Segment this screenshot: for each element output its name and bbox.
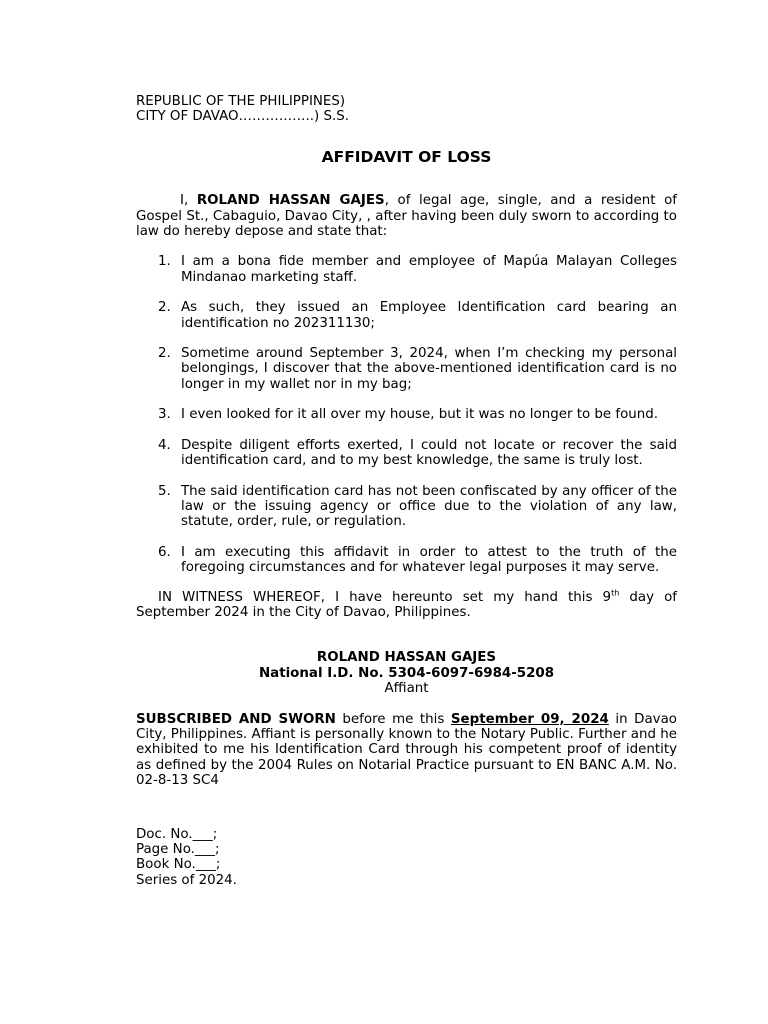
jurat-paragraph bbox=[136, 712, 677, 789]
intro-text: , of legal age, single, and a resident of Gospel St., Cabaguio, Davao City, , after having been duly sworn to according to law do hereby depose and state that: bbox=[136, 193, 677, 240]
statement-number: 4. bbox=[158, 437, 171, 453]
venue-header bbox=[136, 94, 677, 125]
statement-text: I am executing this affidavit in order to attest to the truth of the foregoing circumstances and for whatever legal purposes it may serve. bbox=[181, 544, 677, 576]
page-number: Page No.___; bbox=[136, 842, 220, 857]
statement-item bbox=[136, 545, 677, 576]
statement-item bbox=[136, 438, 677, 469]
venue-republic: REPUBLIC OF THE PHILIPPINES) bbox=[136, 94, 346, 109]
witness-ordinal-suffix: th bbox=[611, 588, 620, 598]
book-number: Book No.___; bbox=[136, 857, 221, 873]
affiant-name-intro: ROLAND HASSAN GAJES bbox=[196, 193, 385, 209]
affiant-national-id: National I.D. No. 5304-6097-6984-5208 bbox=[258, 665, 555, 681]
intro-paragraph bbox=[136, 193, 677, 239]
statement-number: 5. bbox=[158, 483, 171, 499]
intro-prefix: I, bbox=[180, 193, 197, 209]
statement-number: 1. bbox=[158, 254, 171, 270]
statement-number: 6. bbox=[158, 544, 171, 560]
witness-paragraph bbox=[136, 590, 677, 621]
document-title: AFFIDAVIT OF LOSS bbox=[321, 147, 492, 166]
statement-item bbox=[136, 484, 677, 530]
statement-item bbox=[136, 407, 677, 422]
series-year: Series of 2024. bbox=[136, 872, 237, 888]
statement-item bbox=[136, 300, 677, 331]
statement-list bbox=[136, 254, 677, 575]
statement-number: 2. bbox=[158, 346, 171, 362]
statement-number: 2. bbox=[158, 300, 171, 316]
venue-city: CITY OF DAVAO……………..) S.S. bbox=[136, 109, 350, 125]
affidavit-page bbox=[136, 94, 677, 888]
notarial-register-block bbox=[136, 827, 677, 889]
affiant-signature-block bbox=[136, 650, 677, 696]
jurat-date: September 09, 2024 bbox=[450, 711, 609, 727]
statement-text: The said identification card has not been confiscated by any officer of the law or the issuing agency or office due to the violation of any law, statute, order, rule, or regulation. bbox=[181, 483, 677, 530]
affiant-label: Affiant bbox=[384, 681, 429, 697]
jurat-lead: SUBSCRIBED AND SWORN bbox=[136, 711, 336, 727]
doc-number: Doc. No.___; bbox=[136, 826, 218, 842]
statement-text: I even looked for it all over my house, but it was no longer to be found. bbox=[181, 407, 659, 423]
jurat-text-1: before me this bbox=[335, 711, 451, 727]
statement-item bbox=[136, 254, 677, 285]
witness-text-after: day of September 2024 in the City of Davao, Philippines. bbox=[136, 589, 677, 620]
jurat-text-2: in Davao City, Philippines. Affiant is personally known to the Notary Public. Further and he exhibited to me his Identification Card through his competent proof of identity as defined by the 2004 Rules on Notarial Practice pursuant to EN BANC A.M. No. 02-8-13 SC4 bbox=[136, 711, 677, 789]
statement-text: Sometime around September 3, 2024, when I’m checking my personal belongings, I discover that the above-mentioned identification card is no longer in my wallet nor in my bag; bbox=[181, 346, 677, 392]
statement-text: Despite diligent efforts exerted, I could not locate or recover the said identification card, and to my best knowledge, the same is truly lost. bbox=[181, 437, 677, 469]
statement-number: 3. bbox=[158, 407, 171, 423]
statement-text: As such, they issued an Employee Identification card bearing an identification no 202311130; bbox=[181, 300, 677, 331]
statement-text: I am a bona fide member and employee of Mapúa Malayan Colleges Mindanao marketing staff. bbox=[181, 254, 677, 285]
witness-text-before: IN WITNESS WHEREOF, I have hereunto set my hand this 9 bbox=[158, 589, 612, 605]
affiant-name: ROLAND HASSAN GAJES bbox=[316, 650, 497, 666]
statement-item bbox=[136, 346, 677, 392]
